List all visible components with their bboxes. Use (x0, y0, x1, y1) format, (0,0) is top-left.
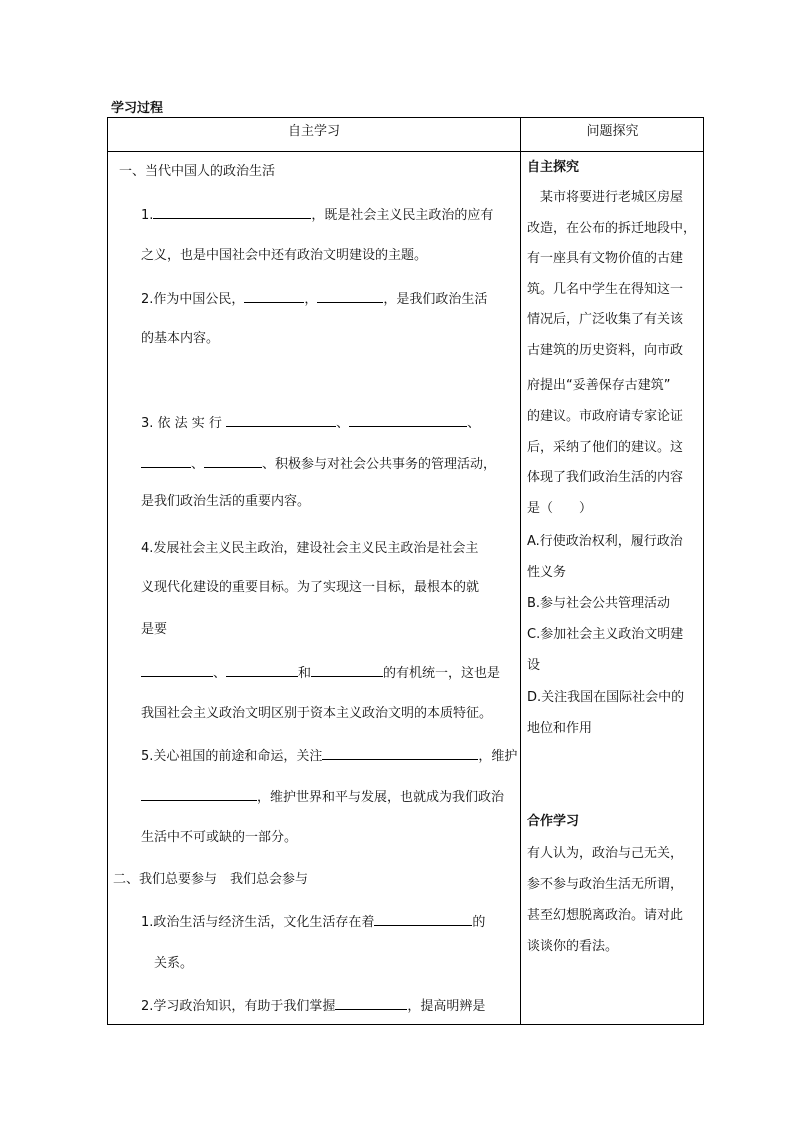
scenario-line: 有一座具有文物价值的古建 (527, 251, 684, 266)
item-5-suffix: ，维护世界和平与发展，也就成为我们政治 (257, 790, 505, 805)
item-2-prefix: 2.作为中国公民， (141, 292, 245, 307)
option-b: B.参与社会公共管理活动 (527, 596, 671, 611)
item-3-sep: 、 (336, 416, 350, 431)
item-2-line-1 (141, 289, 487, 309)
item-4-line-5: 我国社会主义政治文明区别于资本主义政治文明的本质特征。 (141, 706, 493, 721)
fill-blank (153, 205, 311, 219)
discussion-line: 有人认为，政治与己无关， (527, 846, 684, 861)
item-2-suffix: ，是我们政治生活 (383, 292, 488, 307)
item-2-1-line-2: 关系。 (154, 956, 194, 971)
item-2-2-prefix: 2.学习政治知识，有助于我们掌握 (141, 999, 336, 1014)
item-1-prefix: 1. (141, 208, 154, 223)
column-divider (520, 118, 521, 1024)
fill-blank (141, 787, 257, 801)
fill-blank (322, 746, 478, 760)
item-4-suffix: 的有机统一，这也是 (383, 666, 501, 681)
discussion-line: 甚至幻想脱离政治。请对此 (527, 908, 684, 923)
scenario-line: 后，采纳了他们的建议。这 (527, 440, 684, 455)
item-3-suffix: 、积极参与对社会公共事务的管理活动， (262, 457, 497, 472)
option-c: C.参加社会主义政治文明建 (527, 627, 684, 642)
scenario-line: 的建议。市政府请专家论证 (527, 409, 684, 424)
scenario-line: 体现了我们政治生活的内容 (527, 470, 684, 485)
header-self-study: 自主学习 (287, 124, 340, 139)
item-5-line-2 (141, 787, 504, 807)
fill-blank (141, 454, 191, 468)
fill-blank (311, 663, 383, 677)
item-1-suffix: ，既是社会主义民主政治的应有 (311, 208, 494, 223)
item-3-line-1 (141, 413, 480, 433)
item-1-line-1 (141, 205, 493, 225)
item-2-sep: ， (304, 292, 318, 307)
fill-blank (374, 912, 472, 926)
fill-blank (226, 663, 298, 677)
item-4-line-2: 义现代化建设的重要目标。为了实现这一目标，最根本的就 (141, 580, 480, 595)
scenario-line: 古建筑的历史资料，向市政 (527, 343, 684, 358)
fill-blank (226, 413, 336, 427)
item-4-line-3: 是要 (141, 622, 168, 637)
fill-blank (349, 413, 467, 427)
scenario-line: 府提出“妥善保存古建筑” (527, 378, 671, 393)
option-a-cont: 性义务 (527, 565, 567, 580)
self-inquiry-heading: 自主探究 (527, 160, 580, 175)
item-2-line-2: 的基本内容。 (141, 331, 220, 346)
item-3-line-2 (141, 454, 496, 474)
page-title: 学习过程 (111, 101, 164, 116)
item-4-line-4 (141, 663, 500, 683)
cooperative-learning-heading: 合作学习 (527, 814, 580, 829)
fill-blank (141, 663, 213, 677)
item-1-line-2: 之义，也是中国社会中还有政治文明建设的主题。 (141, 248, 428, 263)
scenario-line: 情况后，广泛收集了有关该 (527, 312, 684, 327)
option-d-cont: 地位和作用 (527, 721, 593, 736)
item-4-sep: 、 (213, 666, 227, 681)
item-5-line-1 (141, 746, 517, 766)
discussion-line: 参不参与政治生活无所谓， (527, 877, 684, 892)
item-2-2-suffix: ，提高明辨是 (407, 999, 486, 1014)
header-inquiry: 问题探究 (586, 124, 639, 139)
item-3-line-3: 是我们政治生活的重要内容。 (141, 494, 311, 509)
option-d: D.关注我国在国际社会中的 (527, 690, 685, 705)
fill-blank (204, 454, 262, 468)
header-divider (108, 151, 703, 152)
item-4-line-1: 4.发展社会主义民主政治，建设社会主义民主政治是社会主 (141, 541, 479, 556)
fill-blank (317, 289, 383, 303)
scenario-line: 筑。几名中学生在得知这一 (527, 282, 684, 297)
scenario-line: 是（ ） (527, 501, 593, 516)
option-a: A.行使政治权利，履行政治 (527, 534, 683, 549)
fill-blank (335, 996, 407, 1010)
item-2-1-suffix: 的 (472, 915, 486, 930)
item-5-line-3: 生活中不可或缺的一部分。 (141, 830, 298, 845)
item-3-prefix: 3. 依 法 实 行 (141, 416, 222, 431)
item-5-suffix: ，维护 (478, 749, 518, 764)
item-5-prefix: 5.关心祖国的前途和命运，关注 (141, 749, 323, 764)
scenario-line: 改造，在公布的拆迁地段中， (527, 221, 697, 236)
discussion-line: 谈谈你的看法。 (527, 939, 619, 954)
section-one-heading: 一、当代中国人的政治生活 (119, 164, 276, 179)
item-3-sep: 、 (467, 416, 481, 431)
item-4-sep: 和 (298, 666, 312, 681)
fill-blank (244, 289, 304, 303)
item-2-1-line-1 (141, 912, 485, 932)
option-c-cont: 设 (527, 658, 541, 673)
scenario-line: 某市将要进行老城区房屋 (527, 190, 684, 205)
item-2-1-prefix: 1.政治生活与经济生活，文化生活存在着 (141, 915, 375, 930)
section-two-heading: 二、我们总要参与 我们总会参与 (113, 872, 309, 887)
item-2-2-line-1 (141, 996, 485, 1016)
item-3-sep: 、 (191, 457, 205, 472)
